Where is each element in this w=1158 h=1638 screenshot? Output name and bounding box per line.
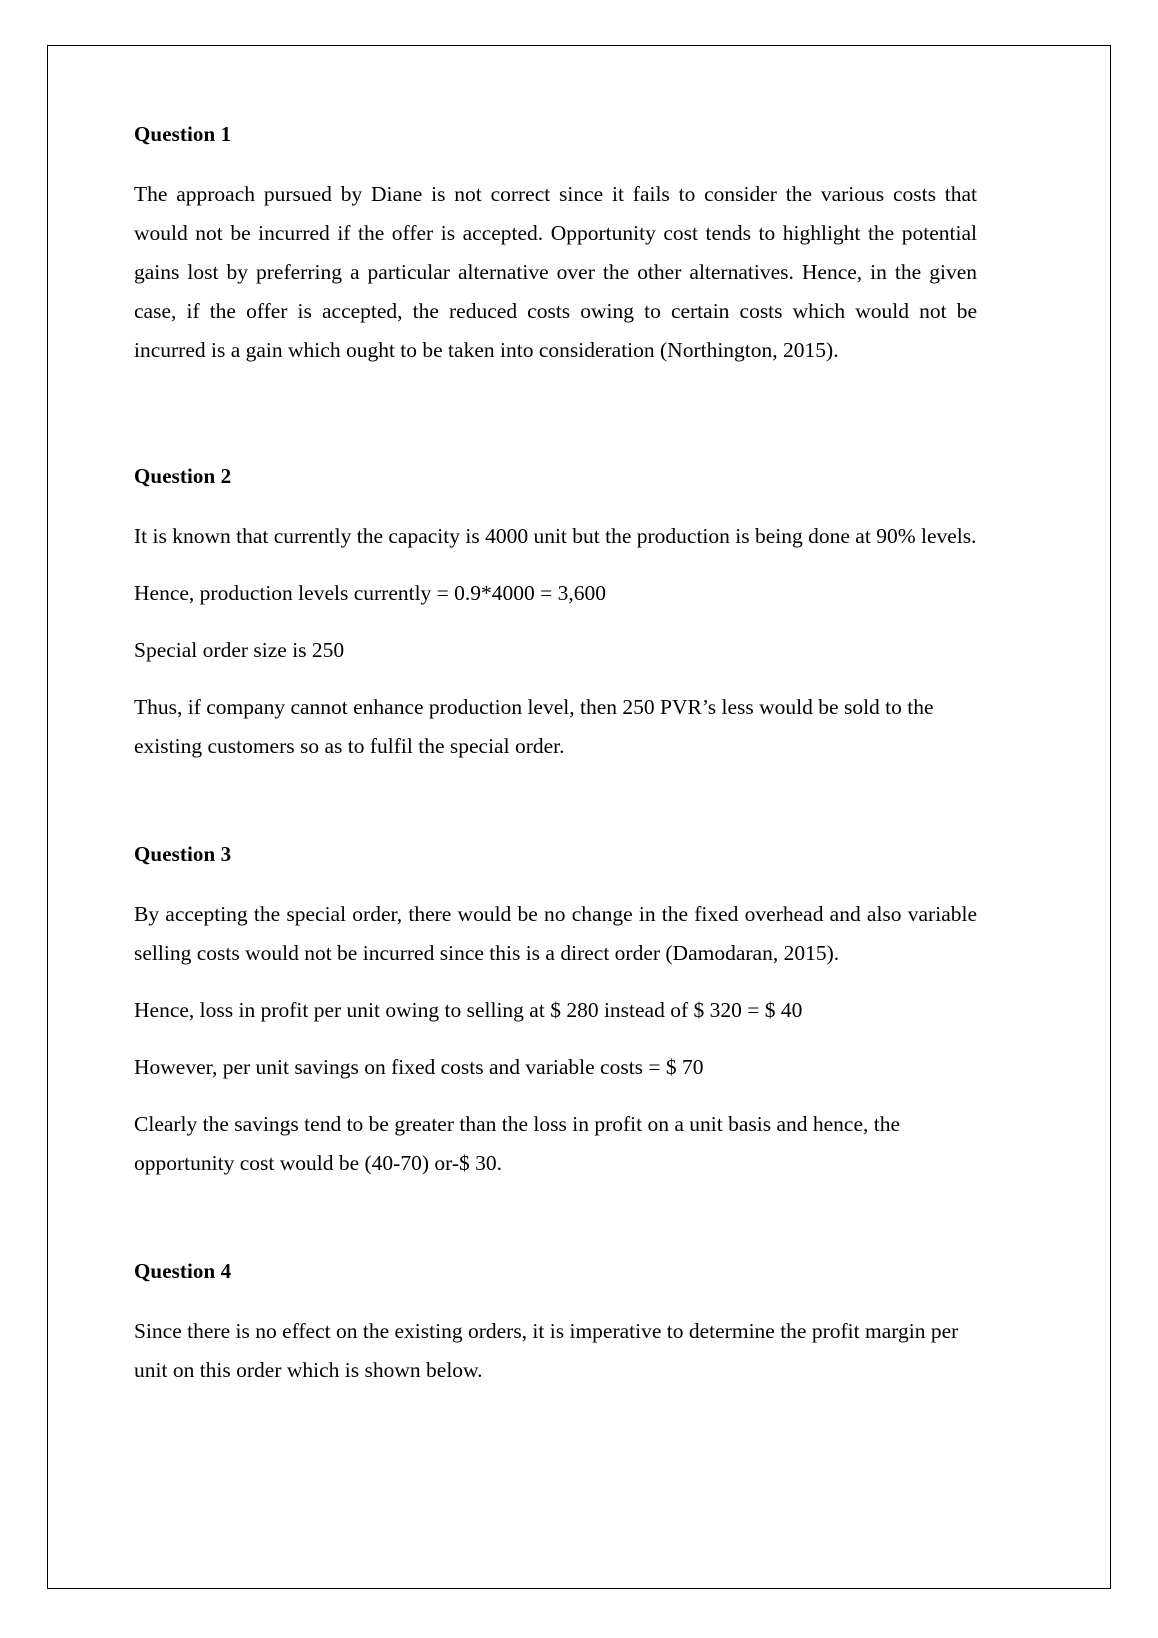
heading-question-2: Question 2 [134,464,232,488]
heading-question-4: Question 4 [134,1259,232,1283]
section-question-3 [134,844,977,1183]
paragraph-q2-3: Special order size is 250 [134,638,345,662]
section-spacer-1 [134,388,977,466]
paragraph-q2-4: Thus, if company cannot enhance production level, then 250 PVR’s less would be sold to the existing customers so as to fulfil the special order. [134,695,934,758]
heading-question-3: Question 3 [134,842,232,866]
paragraph-q3-2: Hence, loss in profit per unit owing to selling at $ 280 instead of $ 320 = $ 40 [134,998,803,1022]
section-question-2 [134,466,977,766]
paragraph-q3-3: However, per unit savings on fixed costs and variable costs = $ 70 [134,1055,704,1079]
section-spacer-3 [134,1183,977,1261]
paragraph-q2-2: Hence, production levels currently = 0.9*4000 = 3,600 [134,581,607,605]
document-page-frame [47,45,1111,1589]
paragraph-q4-1: Since there is no effect on the existing orders, it is imperative to determine the profit margin per unit on this order which is shown below. [134,1319,959,1382]
paragraph-q3-4: Clearly the savings tend to be greater than the loss in profit on a unit basis and hence, the opportunity cost would be (40-70) or-$ 30. [134,1112,901,1175]
paragraph-q1-1: The approach pursued by Diane is not correct since it fails to consider the various costs that would not be incurred if the offer is accepted. Opportunity cost tends to highlight the potential gains lost by preferring a particular alternative over the other alternatives. Hence, in the given case, if the offer is accepted, the reduced costs owing to certain costs which would not be incurred is a gain which ought to be taken into consideration (Northington, 2015). [134,182,977,362]
document-body [134,124,977,1390]
section-spacer-2 [134,766,977,844]
section-question-4 [134,1261,977,1390]
paragraph-q2-1: It is known that currently the capacity is 4000 unit but the production is being done at 90% levels. [134,524,977,548]
heading-question-1: Question 1 [134,122,232,146]
paragraph-q3-1: By accepting the special order, there would be no change in the fixed overhead and also variable selling costs would not be incurred since this is a direct order (Damodaran, 2015). [134,902,977,965]
section-question-1 [134,124,977,370]
